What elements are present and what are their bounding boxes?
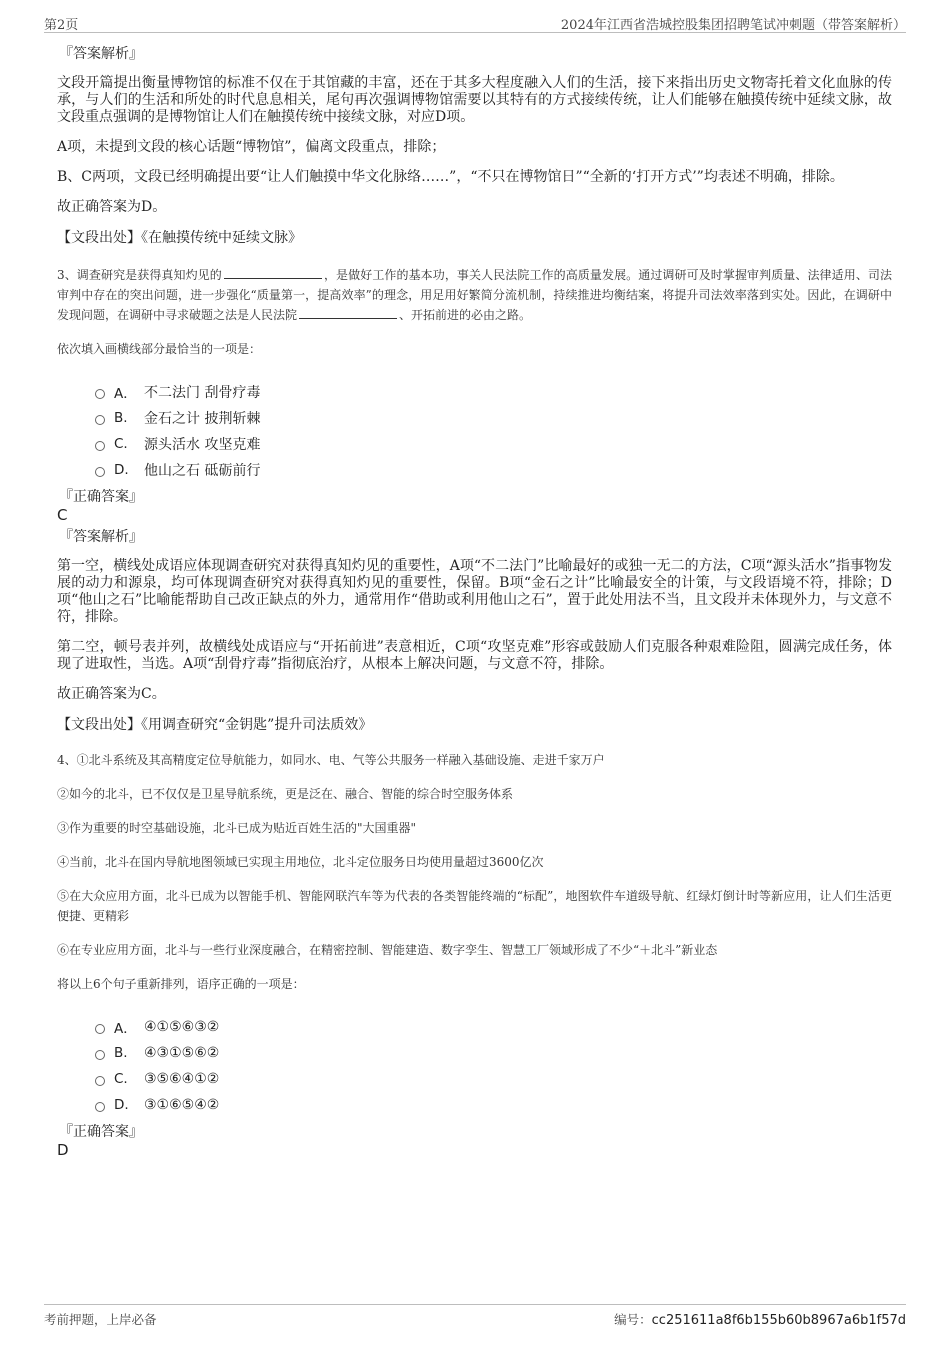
analysis-paragraph: A项，未提到文段的核心话题“博物馆”，偏离文段重点，排除； bbox=[57, 139, 446, 155]
question-3-options bbox=[95, 379, 892, 483]
radio-icon[interactable] bbox=[95, 415, 105, 425]
correct-answer: C bbox=[57, 506, 68, 524]
fill-blank bbox=[224, 266, 322, 279]
analysis-label: 『答案解析』 bbox=[59, 46, 143, 62]
analysis-paragraph: 第一空，横线处成语应体现调查研究对获得真知灼见的重要性，A项“不二法门”比喻最好的或独一无二的方法，C项“源头活水”指事物发展的动力和源泉，均可体现调查研究对获得真知灼见的重要性，保留。B项“金石之计”比喻最安全的计策，与文段语境不符，排除；D项“他山之石”比喻能帮助自己改正缺点的外力，通常用作“借助或利用他山之石”，置于此处用法不当，且文段并未体现外力，与文意不符，排除。 bbox=[57, 558, 892, 625]
question-4-sentence: 4、①北斗系统及其高精度定位导航能力，如同水、电、气等公共服务一样融入基础设施、走进千家万户 bbox=[57, 753, 605, 767]
page-number: 第2页 bbox=[44, 18, 79, 33]
footer-slogan: 考前押题，上岸必备 bbox=[44, 1312, 157, 1327]
answer-conclusion: 故正确答案为C。 bbox=[57, 686, 166, 702]
radio-icon[interactable] bbox=[95, 1102, 105, 1112]
answer-conclusion: 故正确答案为D。 bbox=[57, 199, 167, 215]
analysis-label: 『答案解析』 bbox=[59, 529, 143, 545]
option-a[interactable]: A． 不二法门 刮骨疗毒 bbox=[95, 379, 892, 405]
document-title: 2024年江西省浩城控股集团招聘笔试冲刺题（带答案解析） bbox=[560, 18, 906, 33]
analysis-paragraph: B、C两项，文段已经明确提出要“让人们触摸中华文化脉络……”，“不只在博物馆日”“全新的‘打开方式’”均表述不明确，排除。 bbox=[57, 169, 844, 185]
question-4-sentence: ④当前，北斗在国内导航地图领域已实现主用地位，北斗定位服务日均使用量超过3600亿次 bbox=[57, 855, 544, 869]
option-d[interactable]: D. ③①⑥⑤④② bbox=[95, 1092, 892, 1118]
radio-icon[interactable] bbox=[95, 389, 105, 399]
radio-icon[interactable] bbox=[95, 1076, 105, 1086]
question-4-prompt: 将以上6个句子重新排列，语序正确的一项是： bbox=[57, 977, 305, 991]
correct-answer-label: 『正确答案』 bbox=[59, 1124, 143, 1140]
question-3-stem: 3、调查研究是获得真知灼见的 ，是做好工作的基本功，事关人民法院工作的高质量发展。通过调研可及时掌握审判质量、法律适用、司法审判中存在的突出问题，进一步强化“质量第一，提高效率”的理念，用足用好繁简分流机制，持续推进均衡结案，将提升司法效率落到实处。因此，在调研中发现问题，在调研中寻求破题之法是人民法院 、开拓前进的必由之路。 bbox=[57, 268, 892, 322]
source-citation: 【文段出处】《用调查研究“金钥匙”提升司法质效》 bbox=[57, 717, 373, 733]
document-code: 编号：cc251611a8f6b155b60b8967a6b1f57d bbox=[614, 1312, 906, 1328]
page-body bbox=[57, 44, 892, 1162]
option-a[interactable]: A． ④①⑤⑥③② bbox=[95, 1014, 892, 1040]
question-4-sentence: ③作为重要的时空基础设施，北斗已成为贴近百姓生活的"大国重器" bbox=[57, 821, 417, 835]
page-footer bbox=[44, 1304, 906, 1329]
option-c[interactable]: C. ③⑤⑥④①② bbox=[95, 1066, 892, 1092]
question-4-sentence: ⑤在大众应用方面，北斗已成为以智能手机、智能网联汽车等为代表的各类智能终端的“标配”，地图软件车道级导航、红绿灯倒计时等新应用，让人们生活更便捷、更精彩 bbox=[57, 889, 892, 923]
fill-blank bbox=[299, 306, 397, 319]
radio-icon[interactable] bbox=[95, 467, 105, 477]
question-4-options bbox=[95, 1014, 892, 1118]
option-d[interactable]: D. 他山之石 砥砺前行 bbox=[95, 457, 892, 483]
radio-icon[interactable] bbox=[95, 441, 105, 451]
radio-icon[interactable] bbox=[95, 1024, 105, 1034]
correct-answer: D bbox=[57, 1141, 69, 1159]
option-b[interactable]: B. ④③①⑤⑥② bbox=[95, 1040, 892, 1066]
option-c[interactable]: C. 源头活水 攻坚克难 bbox=[95, 431, 892, 457]
question-4-sentence: ②如今的北斗，已不仅仅是卫星导航系统，更是泛在、融合、智能的综合时空服务体系 bbox=[57, 787, 514, 801]
question-4-sentence: ⑥在专业应用方面，北斗与一些行业深度融合，在精密控制、智能建造、数字孪生、智慧工厂领域形成了不少“＋北斗”新业态 bbox=[57, 943, 718, 957]
page-header bbox=[44, 12, 906, 33]
correct-answer-label: 『正确答案』 bbox=[59, 489, 143, 505]
analysis-paragraph: 第二空，顿号表并列，故横线处成语应与“开拓前进”表意相近，C项“攻坚克难”形容或鼓励人们克服各种艰难险阻，圆满完成任务，体现了进取性，当选。A项“刮骨疗毒”指彻底治疗，从根本上解决问题，与文意不符，排除。 bbox=[57, 639, 892, 672]
question-3-prompt: 依次填入画横线部分最恰当的一项是： bbox=[57, 342, 262, 356]
source-citation: 【文段出处】《在触摸传统中延续文脉》 bbox=[57, 230, 302, 246]
analysis-paragraph: 文段开篇提出衡量博物馆的标准不仅在于其馆藏的丰富，还在于其多大程度融入人们的生活，接下来指出历史文物寄托着文化血脉的传承，与人们的生活和所处的时代息息相关，尾句再次强调博物馆需要以其特有的方式接续传统，让人们能够在触摸传统中延续文脉，故文段重点强调的是博物馆让人们在触摸传统中接续文脉，对应D项。 bbox=[57, 75, 892, 125]
radio-icon[interactable] bbox=[95, 1050, 105, 1060]
option-b[interactable]: B. 金石之计 披荆斩棘 bbox=[95, 405, 892, 431]
